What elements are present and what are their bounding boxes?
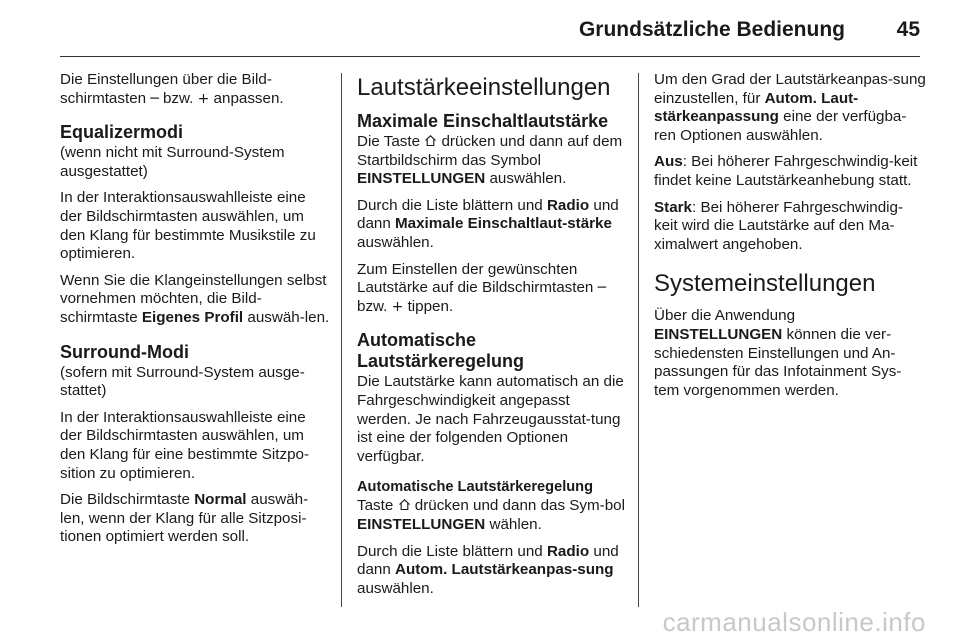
page-header xyxy=(60,0,920,60)
plus-glyph: + xyxy=(197,90,210,107)
system-settings-paragraph: Über die Anwendung EINSTELLUNGEN können die ver-schiedensten Einstellungen und An-passungen für das Infotainment Sys-tem vorgenommen werden. xyxy=(654,307,902,399)
page-title: Grundsätzliche Bedienung xyxy=(578,18,845,41)
page-number: 45 xyxy=(896,18,920,41)
equalizer-heading: Equalizermodi xyxy=(60,122,184,143)
max-volume-paragraph-3: Zum Einstellen der gewünschten Lautstärke auf die Bildschirmtasten ─ bzw. + tippen. xyxy=(357,260,607,315)
max-volume-heading: Maximale Einschaltlautstärke xyxy=(357,111,609,131)
system-settings-heading: Systemeinstellungen xyxy=(654,270,876,298)
max-volume-paragraph-2: Durch die Liste blättern und Radio und dann Maximale Einschaltlaut-stärke auswählen. xyxy=(357,196,619,251)
volume-settings-heading: Lautstärkeeinstellungen xyxy=(357,74,611,101)
auto-volume-paragraph-2: Taste drücken und dann das Sym-bol EINSTELLUNGEN wählen. xyxy=(357,497,625,533)
option-aus-paragraph: Aus: Bei höherer Fahrgeschwindig-keit findet keine Lautstärkeanhebung statt. xyxy=(654,153,918,189)
equalizer-profile-paragraph: Wenn Sie die Klangeinstellungen selbst vornehmen möchten, die Bild-schirmtaste Eigenes Profil auswäh-len. xyxy=(60,271,330,326)
intro-paragraph: Die Einstellungen über die Bild-schirmtasten ─ bzw. + anpassen. xyxy=(60,71,284,107)
auto-volume-paragraph-1: Die Lautstärke kann automatisch an die Fahrgeschwindigkeit angepasst werden. Je nach Fahrzeugausstat-tung ist eine der folgenden Optionen verfügbar. xyxy=(357,373,624,465)
column-3 xyxy=(654,71,926,408)
surround-paragraph: In der Interaktionsauswahlleiste eine der Bildschirmtasten auswählen, um den Klang für eine bestimmte Sitzpo-sition zu optimieren. xyxy=(60,408,310,482)
home-icon xyxy=(424,134,437,147)
column-divider xyxy=(638,73,639,607)
auto-volume-heading: Automatische Lautstärkeregelung xyxy=(357,330,525,372)
minus-glyph: ─ xyxy=(150,90,159,107)
column-divider xyxy=(341,73,342,607)
adjustment-level-paragraph: Um den Grad der Lautstärkeanpas-sung einzustellen, für Autom. Laut-stärkeanpassung eine der verfügba-ren Optionen auswählen. xyxy=(654,71,926,144)
max-volume-paragraph-1: Die Taste drücken und dann auf dem Startbildschirm das Symbol EINSTELLUNGEN auswählen. xyxy=(357,133,623,188)
header-rule xyxy=(60,56,920,57)
column-1 xyxy=(60,71,330,555)
surround-normal-paragraph: Die Bildschirmtaste Normal auswäh-len, wenn der Klang für alle Sitzposi-tionen optimiert werden soll. xyxy=(60,491,309,546)
surround-note: (sofern mit Surround-System ausge-stattet) xyxy=(60,363,305,400)
option-stark-paragraph: Stark: Bei höherer Fahrgeschwindig-keit wird die Lautstärke auf den Ma-ximalwert angehoben. xyxy=(654,198,904,253)
watermark: carmanualsonline.info xyxy=(662,607,926,637)
auto-volume-paragraph-3: Durch die Liste blättern und Radio und dann Autom. Lautstärkeanpas-sung auswählen. xyxy=(357,542,619,597)
minus-glyph: ─ xyxy=(597,280,607,297)
column-2 xyxy=(357,71,625,606)
home-icon xyxy=(398,498,411,511)
auto-volume-subheading: Automatische Lautstärkeregelung xyxy=(357,479,593,496)
surround-heading: Surround-Modi xyxy=(60,341,189,362)
equalizer-paragraph: In der Interaktionsauswahlleiste eine der Bildschirmtasten auswählen, um den Klang für bestimmte Musikstile zu optimieren. xyxy=(60,189,316,263)
equalizer-note: (wenn nicht mit Surround-System ausgestattet) xyxy=(60,144,285,180)
plus-glyph: + xyxy=(391,298,404,315)
